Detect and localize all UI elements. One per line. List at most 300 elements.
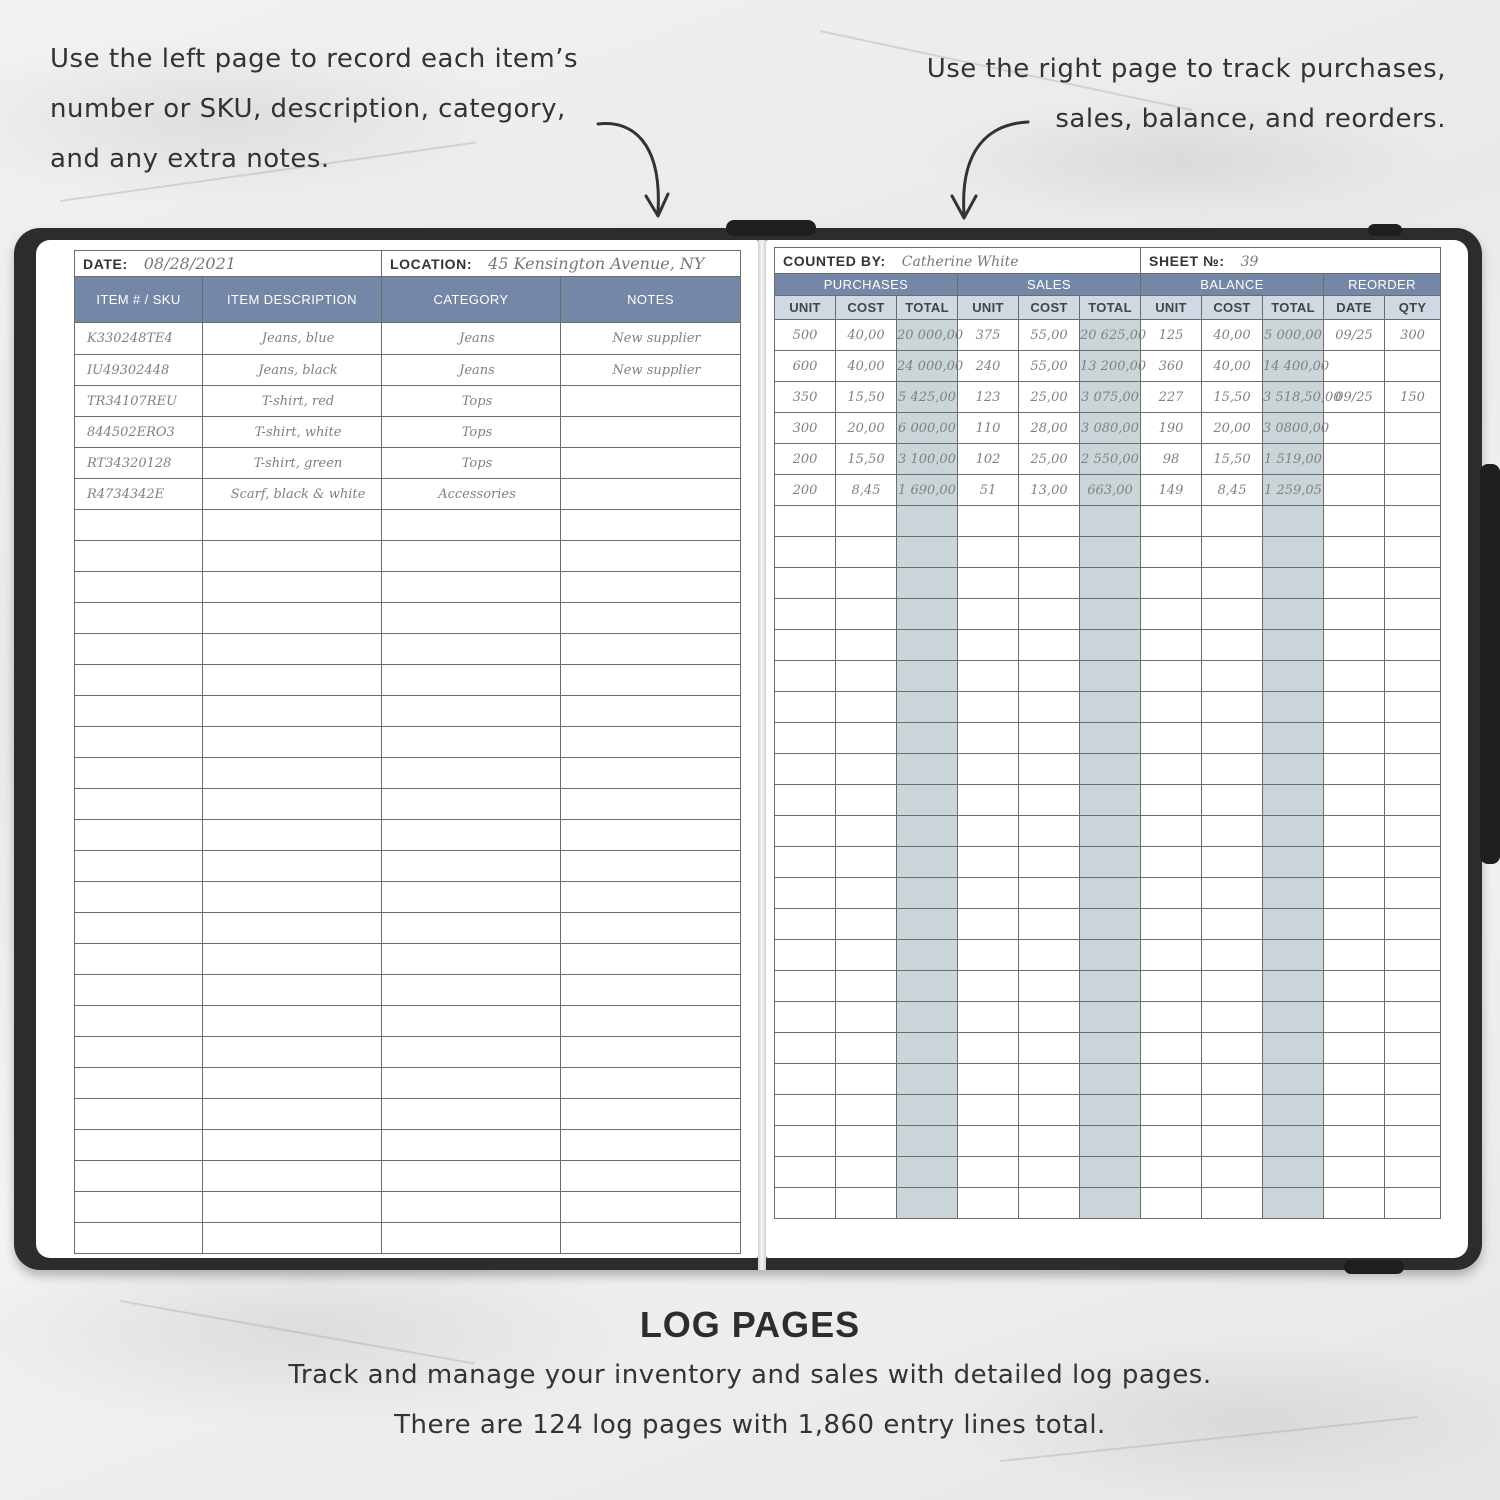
category-cell[interactable]: Jeans bbox=[382, 323, 561, 355]
entry-cell[interactable] bbox=[1202, 1188, 1263, 1219]
entry-cell[interactable] bbox=[958, 568, 1019, 599]
entry-cell[interactable]: 40,00 bbox=[1202, 320, 1263, 351]
description-cell[interactable]: T-shirt, green bbox=[203, 448, 382, 479]
entry-cell[interactable] bbox=[1263, 537, 1324, 568]
notes-cell[interactable] bbox=[561, 696, 741, 727]
entry-cell[interactable] bbox=[775, 506, 836, 537]
entry-cell[interactable] bbox=[1141, 506, 1202, 537]
entry-cell[interactable] bbox=[1019, 878, 1080, 909]
notes-cell[interactable] bbox=[561, 789, 741, 820]
entry-cell[interactable] bbox=[958, 1126, 1019, 1157]
entry-cell[interactable] bbox=[1141, 630, 1202, 661]
notes-cell[interactable] bbox=[561, 1006, 741, 1037]
description-cell[interactable] bbox=[203, 634, 382, 665]
counted-by-field[interactable] bbox=[775, 248, 1141, 274]
entry-cell[interactable] bbox=[1385, 1033, 1441, 1064]
entry-cell[interactable] bbox=[958, 1002, 1019, 1033]
entry-cell[interactable]: 20 625,00 bbox=[1080, 320, 1141, 351]
entry-cell[interactable] bbox=[897, 537, 958, 568]
entry-cell[interactable] bbox=[1324, 692, 1385, 723]
entry-cell[interactable] bbox=[1019, 1157, 1080, 1188]
entry-cell[interactable] bbox=[897, 506, 958, 537]
category-cell[interactable]: Tops bbox=[382, 417, 561, 448]
category-cell[interactable] bbox=[382, 820, 561, 851]
entry-cell[interactable] bbox=[1141, 1157, 1202, 1188]
entry-cell[interactable] bbox=[775, 971, 836, 1002]
entry-cell[interactable] bbox=[1080, 878, 1141, 909]
entry-cell[interactable]: 227 bbox=[1141, 382, 1202, 413]
entry-cell[interactable] bbox=[1324, 878, 1385, 909]
entry-cell[interactable] bbox=[897, 909, 958, 940]
entry-cell[interactable] bbox=[836, 1064, 897, 1095]
entry-cell[interactable] bbox=[1202, 506, 1263, 537]
description-cell[interactable]: Scarf, black & white bbox=[203, 479, 382, 510]
description-cell[interactable] bbox=[203, 1068, 382, 1099]
entry-cell[interactable] bbox=[1080, 1033, 1141, 1064]
description-cell[interactable] bbox=[203, 665, 382, 696]
sku-cell[interactable] bbox=[75, 758, 203, 789]
category-cell[interactable] bbox=[382, 975, 561, 1006]
entry-cell[interactable] bbox=[1141, 1033, 1202, 1064]
entry-cell[interactable] bbox=[1202, 568, 1263, 599]
entry-cell[interactable]: 300 bbox=[775, 413, 836, 444]
entry-cell[interactable] bbox=[897, 1002, 958, 1033]
entry-cell[interactable] bbox=[1385, 661, 1441, 692]
entry-cell[interactable] bbox=[897, 1095, 958, 1126]
entry-cell[interactable] bbox=[1080, 847, 1141, 878]
entry-cell[interactable] bbox=[958, 537, 1019, 568]
entry-cell[interactable] bbox=[1019, 506, 1080, 537]
entry-cell[interactable] bbox=[1263, 971, 1324, 1002]
entry-cell[interactable] bbox=[1385, 1126, 1441, 1157]
entry-cell[interactable] bbox=[958, 599, 1019, 630]
entry-cell[interactable]: 3 0800,00 bbox=[1263, 413, 1324, 444]
entry-cell[interactable]: 14 400,00 bbox=[1263, 351, 1324, 382]
entry-cell[interactable] bbox=[897, 878, 958, 909]
entry-cell[interactable]: 55,00 bbox=[1019, 351, 1080, 382]
category-cell[interactable] bbox=[382, 1006, 561, 1037]
sheet-number-field[interactable] bbox=[1141, 248, 1441, 274]
entry-cell[interactable] bbox=[1263, 1064, 1324, 1095]
category-cell[interactable] bbox=[382, 1130, 561, 1161]
entry-cell[interactable] bbox=[1263, 630, 1324, 661]
entry-cell[interactable] bbox=[897, 847, 958, 878]
entry-cell[interactable] bbox=[1385, 568, 1441, 599]
sku-cell[interactable] bbox=[75, 572, 203, 603]
entry-cell[interactable] bbox=[836, 506, 897, 537]
notes-cell[interactable] bbox=[561, 479, 741, 510]
sku-cell[interactable] bbox=[75, 1006, 203, 1037]
entry-cell[interactable] bbox=[775, 1033, 836, 1064]
entry-cell[interactable] bbox=[1263, 1095, 1324, 1126]
entry-cell[interactable] bbox=[1080, 1126, 1141, 1157]
entry-cell[interactable] bbox=[1019, 692, 1080, 723]
notes-cell[interactable] bbox=[561, 448, 741, 479]
entry-cell[interactable]: 15,50 bbox=[1202, 444, 1263, 475]
entry-cell[interactable] bbox=[1324, 816, 1385, 847]
category-cell[interactable] bbox=[382, 572, 561, 603]
entry-cell[interactable] bbox=[1324, 599, 1385, 630]
entry-cell[interactable] bbox=[958, 785, 1019, 816]
entry-cell[interactable] bbox=[1141, 661, 1202, 692]
notes-cell[interactable] bbox=[561, 1192, 741, 1223]
description-cell[interactable] bbox=[203, 1130, 382, 1161]
category-cell[interactable] bbox=[382, 1192, 561, 1223]
entry-cell[interactable] bbox=[1141, 1095, 1202, 1126]
entry-cell[interactable]: 24 000,00 bbox=[897, 351, 958, 382]
entry-cell[interactable] bbox=[1080, 785, 1141, 816]
entry-cell[interactable] bbox=[1202, 692, 1263, 723]
entry-cell[interactable] bbox=[775, 847, 836, 878]
entry-cell[interactable] bbox=[1141, 971, 1202, 1002]
entry-cell[interactable] bbox=[1385, 816, 1441, 847]
entry-cell[interactable] bbox=[958, 1033, 1019, 1064]
category-cell[interactable]: Jeans bbox=[382, 355, 561, 386]
description-cell[interactable]: T-shirt, red bbox=[203, 386, 382, 417]
entry-cell[interactable] bbox=[1202, 661, 1263, 692]
entry-cell[interactable] bbox=[836, 1002, 897, 1033]
sku-cell[interactable] bbox=[75, 1037, 203, 1068]
notes-cell[interactable] bbox=[561, 603, 741, 634]
entry-cell[interactable] bbox=[1385, 506, 1441, 537]
entry-cell[interactable] bbox=[1019, 940, 1080, 971]
entry-cell[interactable] bbox=[1019, 537, 1080, 568]
entry-cell[interactable] bbox=[775, 661, 836, 692]
entry-cell[interactable] bbox=[1141, 537, 1202, 568]
entry-cell[interactable] bbox=[836, 816, 897, 847]
category-cell[interactable] bbox=[382, 1099, 561, 1130]
entry-cell[interactable] bbox=[1019, 1033, 1080, 1064]
entry-cell[interactable] bbox=[775, 1126, 836, 1157]
entry-cell[interactable] bbox=[958, 816, 1019, 847]
notes-cell[interactable] bbox=[561, 882, 741, 913]
notes-cell[interactable] bbox=[561, 1161, 741, 1192]
category-cell[interactable]: Tops bbox=[382, 386, 561, 417]
description-cell[interactable] bbox=[203, 1099, 382, 1130]
category-cell[interactable]: Accessories bbox=[382, 479, 561, 510]
entry-cell[interactable]: 125 bbox=[1141, 320, 1202, 351]
description-cell[interactable] bbox=[203, 541, 382, 572]
entry-cell[interactable] bbox=[775, 1188, 836, 1219]
notes-cell[interactable]: New supplier bbox=[561, 323, 741, 355]
entry-cell[interactable]: 8,45 bbox=[836, 475, 897, 506]
entry-cell[interactable] bbox=[1019, 568, 1080, 599]
entry-cell[interactable] bbox=[1019, 1064, 1080, 1095]
notes-cell[interactable] bbox=[561, 417, 741, 448]
entry-cell[interactable] bbox=[836, 1033, 897, 1064]
entry-cell[interactable] bbox=[1263, 1157, 1324, 1188]
entry-cell[interactable] bbox=[1385, 785, 1441, 816]
notes-cell[interactable]: New supplier bbox=[561, 355, 741, 386]
location-field[interactable] bbox=[382, 251, 741, 277]
notes-cell[interactable] bbox=[561, 727, 741, 758]
description-cell[interactable]: T-shirt, white bbox=[203, 417, 382, 448]
entry-cell[interactable] bbox=[1080, 568, 1141, 599]
entry-cell[interactable]: 3 080,00 bbox=[1080, 413, 1141, 444]
entry-cell[interactable]: 09/25 bbox=[1324, 382, 1385, 413]
entry-cell[interactable]: 28,00 bbox=[1019, 413, 1080, 444]
entry-cell[interactable]: 6 000,00 bbox=[897, 413, 958, 444]
entry-cell[interactable]: 350 bbox=[775, 382, 836, 413]
entry-cell[interactable] bbox=[836, 723, 897, 754]
entry-cell[interactable] bbox=[1385, 1002, 1441, 1033]
entry-cell[interactable] bbox=[958, 1188, 1019, 1219]
description-cell[interactable] bbox=[203, 510, 382, 541]
sku-cell[interactable] bbox=[75, 634, 203, 665]
entry-cell[interactable] bbox=[1202, 785, 1263, 816]
category-cell[interactable] bbox=[382, 603, 561, 634]
description-cell[interactable] bbox=[203, 1006, 382, 1037]
entry-cell[interactable] bbox=[836, 630, 897, 661]
entry-cell[interactable]: 25,00 bbox=[1019, 444, 1080, 475]
sku-cell[interactable] bbox=[75, 1099, 203, 1130]
sku-cell[interactable] bbox=[75, 510, 203, 541]
entry-cell[interactable] bbox=[1263, 599, 1324, 630]
entry-cell[interactable] bbox=[1080, 630, 1141, 661]
entry-cell[interactable] bbox=[1019, 1188, 1080, 1219]
entry-cell[interactable] bbox=[1080, 971, 1141, 1002]
category-cell[interactable] bbox=[382, 696, 561, 727]
entry-cell[interactable]: 240 bbox=[958, 351, 1019, 382]
entry-cell[interactable] bbox=[836, 568, 897, 599]
entry-cell[interactable]: 2 550,00 bbox=[1080, 444, 1141, 475]
entry-cell[interactable] bbox=[897, 940, 958, 971]
entry-cell[interactable] bbox=[1080, 537, 1141, 568]
entry-cell[interactable] bbox=[1080, 661, 1141, 692]
entry-cell[interactable] bbox=[1385, 537, 1441, 568]
notes-cell[interactable] bbox=[561, 975, 741, 1006]
entry-cell[interactable]: 98 bbox=[1141, 444, 1202, 475]
category-cell[interactable] bbox=[382, 1223, 561, 1254]
entry-cell[interactable] bbox=[1019, 1095, 1080, 1126]
entry-cell[interactable] bbox=[897, 754, 958, 785]
entry-cell[interactable] bbox=[1263, 816, 1324, 847]
description-cell[interactable] bbox=[203, 603, 382, 634]
entry-cell[interactable] bbox=[1263, 878, 1324, 909]
entry-cell[interactable]: 20,00 bbox=[1202, 413, 1263, 444]
description-cell[interactable] bbox=[203, 913, 382, 944]
sku-cell[interactable] bbox=[75, 789, 203, 820]
entry-cell[interactable] bbox=[775, 878, 836, 909]
entry-cell[interactable] bbox=[1080, 599, 1141, 630]
description-cell[interactable] bbox=[203, 820, 382, 851]
entry-cell[interactable] bbox=[958, 692, 1019, 723]
entry-cell[interactable] bbox=[1141, 1188, 1202, 1219]
entry-cell[interactable]: 150 bbox=[1385, 382, 1441, 413]
notes-cell[interactable] bbox=[561, 510, 741, 541]
entry-cell[interactable] bbox=[775, 568, 836, 599]
sku-cell[interactable] bbox=[75, 882, 203, 913]
entry-cell[interactable] bbox=[1019, 1002, 1080, 1033]
entry-cell[interactable] bbox=[1324, 568, 1385, 599]
entry-cell[interactable] bbox=[1324, 909, 1385, 940]
entry-cell[interactable] bbox=[897, 599, 958, 630]
entry-cell[interactable] bbox=[1141, 816, 1202, 847]
entry-cell[interactable] bbox=[1141, 599, 1202, 630]
entry-cell[interactable] bbox=[1080, 692, 1141, 723]
entry-cell[interactable]: 15,50 bbox=[836, 382, 897, 413]
sku-cell[interactable] bbox=[75, 665, 203, 696]
category-cell[interactable] bbox=[382, 758, 561, 789]
entry-cell[interactable] bbox=[958, 878, 1019, 909]
entry-cell[interactable] bbox=[897, 1064, 958, 1095]
entry-cell[interactable] bbox=[775, 940, 836, 971]
entry-cell[interactable] bbox=[1141, 847, 1202, 878]
entry-cell[interactable] bbox=[1202, 909, 1263, 940]
entry-cell[interactable]: 110 bbox=[958, 413, 1019, 444]
entry-cell[interactable] bbox=[1080, 506, 1141, 537]
entry-cell[interactable] bbox=[1324, 1033, 1385, 1064]
description-cell[interactable] bbox=[203, 696, 382, 727]
entry-cell[interactable] bbox=[1385, 475, 1441, 506]
category-cell[interactable] bbox=[382, 913, 561, 944]
entry-cell[interactable] bbox=[1019, 785, 1080, 816]
entry-cell[interactable]: 25,00 bbox=[1019, 382, 1080, 413]
entry-cell[interactable] bbox=[1141, 754, 1202, 785]
notes-cell[interactable] bbox=[561, 1099, 741, 1130]
entry-cell[interactable] bbox=[1263, 754, 1324, 785]
entry-cell[interactable] bbox=[958, 909, 1019, 940]
entry-cell[interactable] bbox=[958, 940, 1019, 971]
sku-cell[interactable] bbox=[75, 1192, 203, 1223]
entry-cell[interactable]: 300 bbox=[1385, 320, 1441, 351]
entry-cell[interactable] bbox=[1202, 1064, 1263, 1095]
sku-cell[interactable] bbox=[75, 603, 203, 634]
entry-cell[interactable]: 55,00 bbox=[1019, 320, 1080, 351]
entry-cell[interactable] bbox=[1324, 971, 1385, 1002]
entry-cell[interactable] bbox=[1202, 537, 1263, 568]
entry-cell[interactable] bbox=[1141, 940, 1202, 971]
entry-cell[interactable] bbox=[1263, 568, 1324, 599]
entry-cell[interactable] bbox=[1080, 909, 1141, 940]
entry-cell[interactable] bbox=[1141, 1064, 1202, 1095]
entry-cell[interactable] bbox=[1080, 754, 1141, 785]
entry-cell[interactable]: 5 000,00 bbox=[1263, 320, 1324, 351]
entry-cell[interactable] bbox=[1080, 723, 1141, 754]
category-cell[interactable] bbox=[382, 727, 561, 758]
entry-cell[interactable] bbox=[1324, 785, 1385, 816]
entry-cell[interactable] bbox=[1202, 630, 1263, 661]
entry-cell[interactable]: 09/25 bbox=[1324, 320, 1385, 351]
entry-cell[interactable] bbox=[1202, 599, 1263, 630]
entry-cell[interactable]: 663,00 bbox=[1080, 475, 1141, 506]
sku-cell[interactable] bbox=[75, 913, 203, 944]
entry-cell[interactable] bbox=[775, 1002, 836, 1033]
entry-cell[interactable] bbox=[1202, 971, 1263, 1002]
entry-cell[interactable] bbox=[1385, 723, 1441, 754]
entry-cell[interactable] bbox=[958, 630, 1019, 661]
entry-cell[interactable] bbox=[897, 816, 958, 847]
entry-cell[interactable] bbox=[775, 1064, 836, 1095]
entry-cell[interactable]: 102 bbox=[958, 444, 1019, 475]
entry-cell[interactable] bbox=[1080, 1157, 1141, 1188]
entry-cell[interactable] bbox=[1385, 847, 1441, 878]
entry-cell[interactable] bbox=[1080, 816, 1141, 847]
entry-cell[interactable]: 40,00 bbox=[836, 351, 897, 382]
description-cell[interactable] bbox=[203, 758, 382, 789]
entry-cell[interactable] bbox=[1324, 1002, 1385, 1033]
entry-cell[interactable] bbox=[836, 661, 897, 692]
entry-cell[interactable]: 40,00 bbox=[836, 320, 897, 351]
notes-cell[interactable] bbox=[561, 1037, 741, 1068]
entry-cell[interactable] bbox=[1202, 940, 1263, 971]
description-cell[interactable] bbox=[203, 975, 382, 1006]
entry-cell[interactable] bbox=[836, 1126, 897, 1157]
entry-cell[interactable] bbox=[1385, 630, 1441, 661]
entry-cell[interactable] bbox=[958, 661, 1019, 692]
entry-cell[interactable]: 20 000,00 bbox=[897, 320, 958, 351]
sku-cell[interactable] bbox=[75, 1130, 203, 1161]
category-cell[interactable] bbox=[382, 944, 561, 975]
entry-cell[interactable] bbox=[1019, 599, 1080, 630]
entry-cell[interactable] bbox=[1019, 754, 1080, 785]
entry-cell[interactable] bbox=[958, 1095, 1019, 1126]
description-cell[interactable]: Jeans, blue bbox=[203, 323, 382, 355]
entry-cell[interactable] bbox=[1385, 1095, 1441, 1126]
entry-cell[interactable] bbox=[1080, 1002, 1141, 1033]
category-cell[interactable] bbox=[382, 1037, 561, 1068]
entry-cell[interactable] bbox=[1324, 537, 1385, 568]
entry-cell[interactable]: 15,50 bbox=[836, 444, 897, 475]
entry-cell[interactable] bbox=[775, 599, 836, 630]
entry-cell[interactable] bbox=[897, 692, 958, 723]
entry-cell[interactable] bbox=[836, 878, 897, 909]
entry-cell[interactable] bbox=[836, 1157, 897, 1188]
notes-cell[interactable] bbox=[561, 572, 741, 603]
category-cell[interactable] bbox=[382, 1161, 561, 1192]
entry-cell[interactable] bbox=[1263, 692, 1324, 723]
entry-cell[interactable]: 3 518,50,00 bbox=[1263, 382, 1324, 413]
entry-cell[interactable] bbox=[1263, 1188, 1324, 1219]
entry-cell[interactable]: 5 425,00 bbox=[897, 382, 958, 413]
entry-cell[interactable] bbox=[1324, 1126, 1385, 1157]
notes-cell[interactable] bbox=[561, 634, 741, 665]
entry-cell[interactable] bbox=[1324, 940, 1385, 971]
entry-cell[interactable]: 600 bbox=[775, 351, 836, 382]
category-cell[interactable] bbox=[382, 789, 561, 820]
notes-cell[interactable] bbox=[561, 913, 741, 944]
entry-cell[interactable] bbox=[1324, 630, 1385, 661]
entry-cell[interactable] bbox=[1324, 847, 1385, 878]
entry-cell[interactable] bbox=[1385, 971, 1441, 1002]
entry-cell[interactable] bbox=[775, 692, 836, 723]
sku-cell[interactable] bbox=[75, 696, 203, 727]
notes-cell[interactable] bbox=[561, 541, 741, 572]
entry-cell[interactable] bbox=[1385, 1188, 1441, 1219]
entry-cell[interactable] bbox=[1324, 723, 1385, 754]
sku-cell[interactable]: K330248TE4 bbox=[75, 323, 203, 355]
entry-cell[interactable] bbox=[836, 971, 897, 1002]
entry-cell[interactable] bbox=[1263, 723, 1324, 754]
entry-cell[interactable] bbox=[1324, 1157, 1385, 1188]
sku-cell[interactable] bbox=[75, 1068, 203, 1099]
entry-cell[interactable] bbox=[1019, 630, 1080, 661]
entry-cell[interactable] bbox=[1019, 1126, 1080, 1157]
description-cell[interactable] bbox=[203, 944, 382, 975]
entry-cell[interactable] bbox=[1080, 1095, 1141, 1126]
category-cell[interactable] bbox=[382, 1068, 561, 1099]
entry-cell[interactable] bbox=[1385, 1064, 1441, 1095]
description-cell[interactable] bbox=[203, 1192, 382, 1223]
entry-cell[interactable] bbox=[836, 1095, 897, 1126]
entry-cell[interactable] bbox=[1202, 878, 1263, 909]
entry-cell[interactable] bbox=[1080, 940, 1141, 971]
entry-cell[interactable] bbox=[1202, 1002, 1263, 1033]
category-cell[interactable] bbox=[382, 634, 561, 665]
entry-cell[interactable]: 13 200,00 bbox=[1080, 351, 1141, 382]
entry-cell[interactable] bbox=[897, 1033, 958, 1064]
entry-cell[interactable]: 20,00 bbox=[836, 413, 897, 444]
